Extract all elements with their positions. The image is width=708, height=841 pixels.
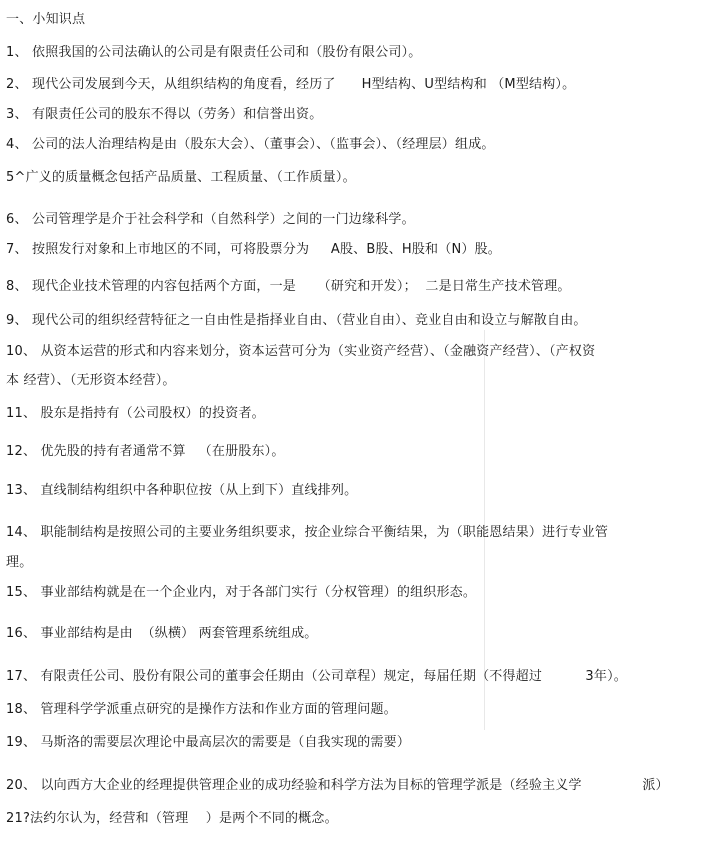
- list-item: 9、 现代公司的组织经营特征之一自由性是指择业自由、（营业自由）、竞业自由和设立与解散自由。: [6, 313, 587, 328]
- list-item: 21?法约尔认为，经营和（管理 ）是两个不同的概念。: [6, 811, 338, 826]
- list-item: 6、 公司管理学是介于社会科学和（自然科学）之间的一门边缘科学。: [6, 212, 415, 227]
- list-item: 11、 股东是指持有（公司股权）的投资者。: [6, 406, 265, 421]
- list-item: 16、 事业部结构是由 （纵横） 两套管理系统组成。: [6, 626, 318, 641]
- list-item: 20、 以向西方大企业的经理提供管理企业的成功经验和科学方法为目标的管理学派是（经验主义学 派）: [6, 778, 669, 793]
- list-item: 3、 有限责任公司的股东不得以（劳务）和信誉出资。: [6, 107, 323, 122]
- list-item: 14、 职能制结构是按照公司的主要业务组织要求，按企业综合平衡结果，为（职能恩结果）进行专业管: [6, 525, 609, 540]
- list-item: 2、 现代公司发展到今天，从组织结构的角度看，经历了 H型结构、U型结构和 （M型结构）。: [6, 77, 576, 92]
- list-item: 13、 直线制结构组织中各种职位按（从上到下）直线排列。: [6, 483, 358, 498]
- list-item: 理。: [6, 555, 33, 570]
- list-item: 4、 公司的法人治理结构是由（股东大会）、（董事会）、（监事会）、（经理层）组成。: [6, 137, 495, 152]
- list-item: 19、 马斯洛的需要层次理论中最高层次的需要是（自我实现的需要）: [6, 735, 411, 750]
- list-item: 18、 管理科学学派重点研究的是操作方法和作业方面的管理问题。: [6, 702, 397, 717]
- list-item: 5^广义的质量概念包括产品质量、工程质量、（工作质量）。: [6, 170, 356, 185]
- list-item: 15、 事业部结构就是在一个企业内，对于各部门实行（分权管理）的组织形态。: [6, 585, 477, 600]
- list-item: 本 经营）、（无形资本经营）。: [6, 373, 176, 388]
- section-heading: 一、小知识点: [6, 12, 86, 27]
- list-item: 10、 从资本运营的形式和内容来划分，资本运营可分为（实业资产经营）、（金融资产经营）、（产权资: [6, 344, 596, 359]
- list-item: 8、 现代企业技术管理的内容包括两个方面，一是 （研究和开发）； 二是日常生产技术管理。: [6, 279, 571, 294]
- list-item: 12、 优先股的持有者通常不算 （在册股东）。: [6, 444, 285, 459]
- list-item: 1、 依照我国的公司法确认的公司是有限责任公司和（股份有限公司）。: [6, 45, 422, 60]
- list-item: 17、 有限责任公司、股份有限公司的董事会任期由（公司章程）规定，每届任期（不得超过 3年）。: [6, 669, 627, 684]
- list-item: 7、 按照发行对象和上市地区的不同，可将股票分为 A股、B股、H股和（N）股。: [6, 242, 501, 257]
